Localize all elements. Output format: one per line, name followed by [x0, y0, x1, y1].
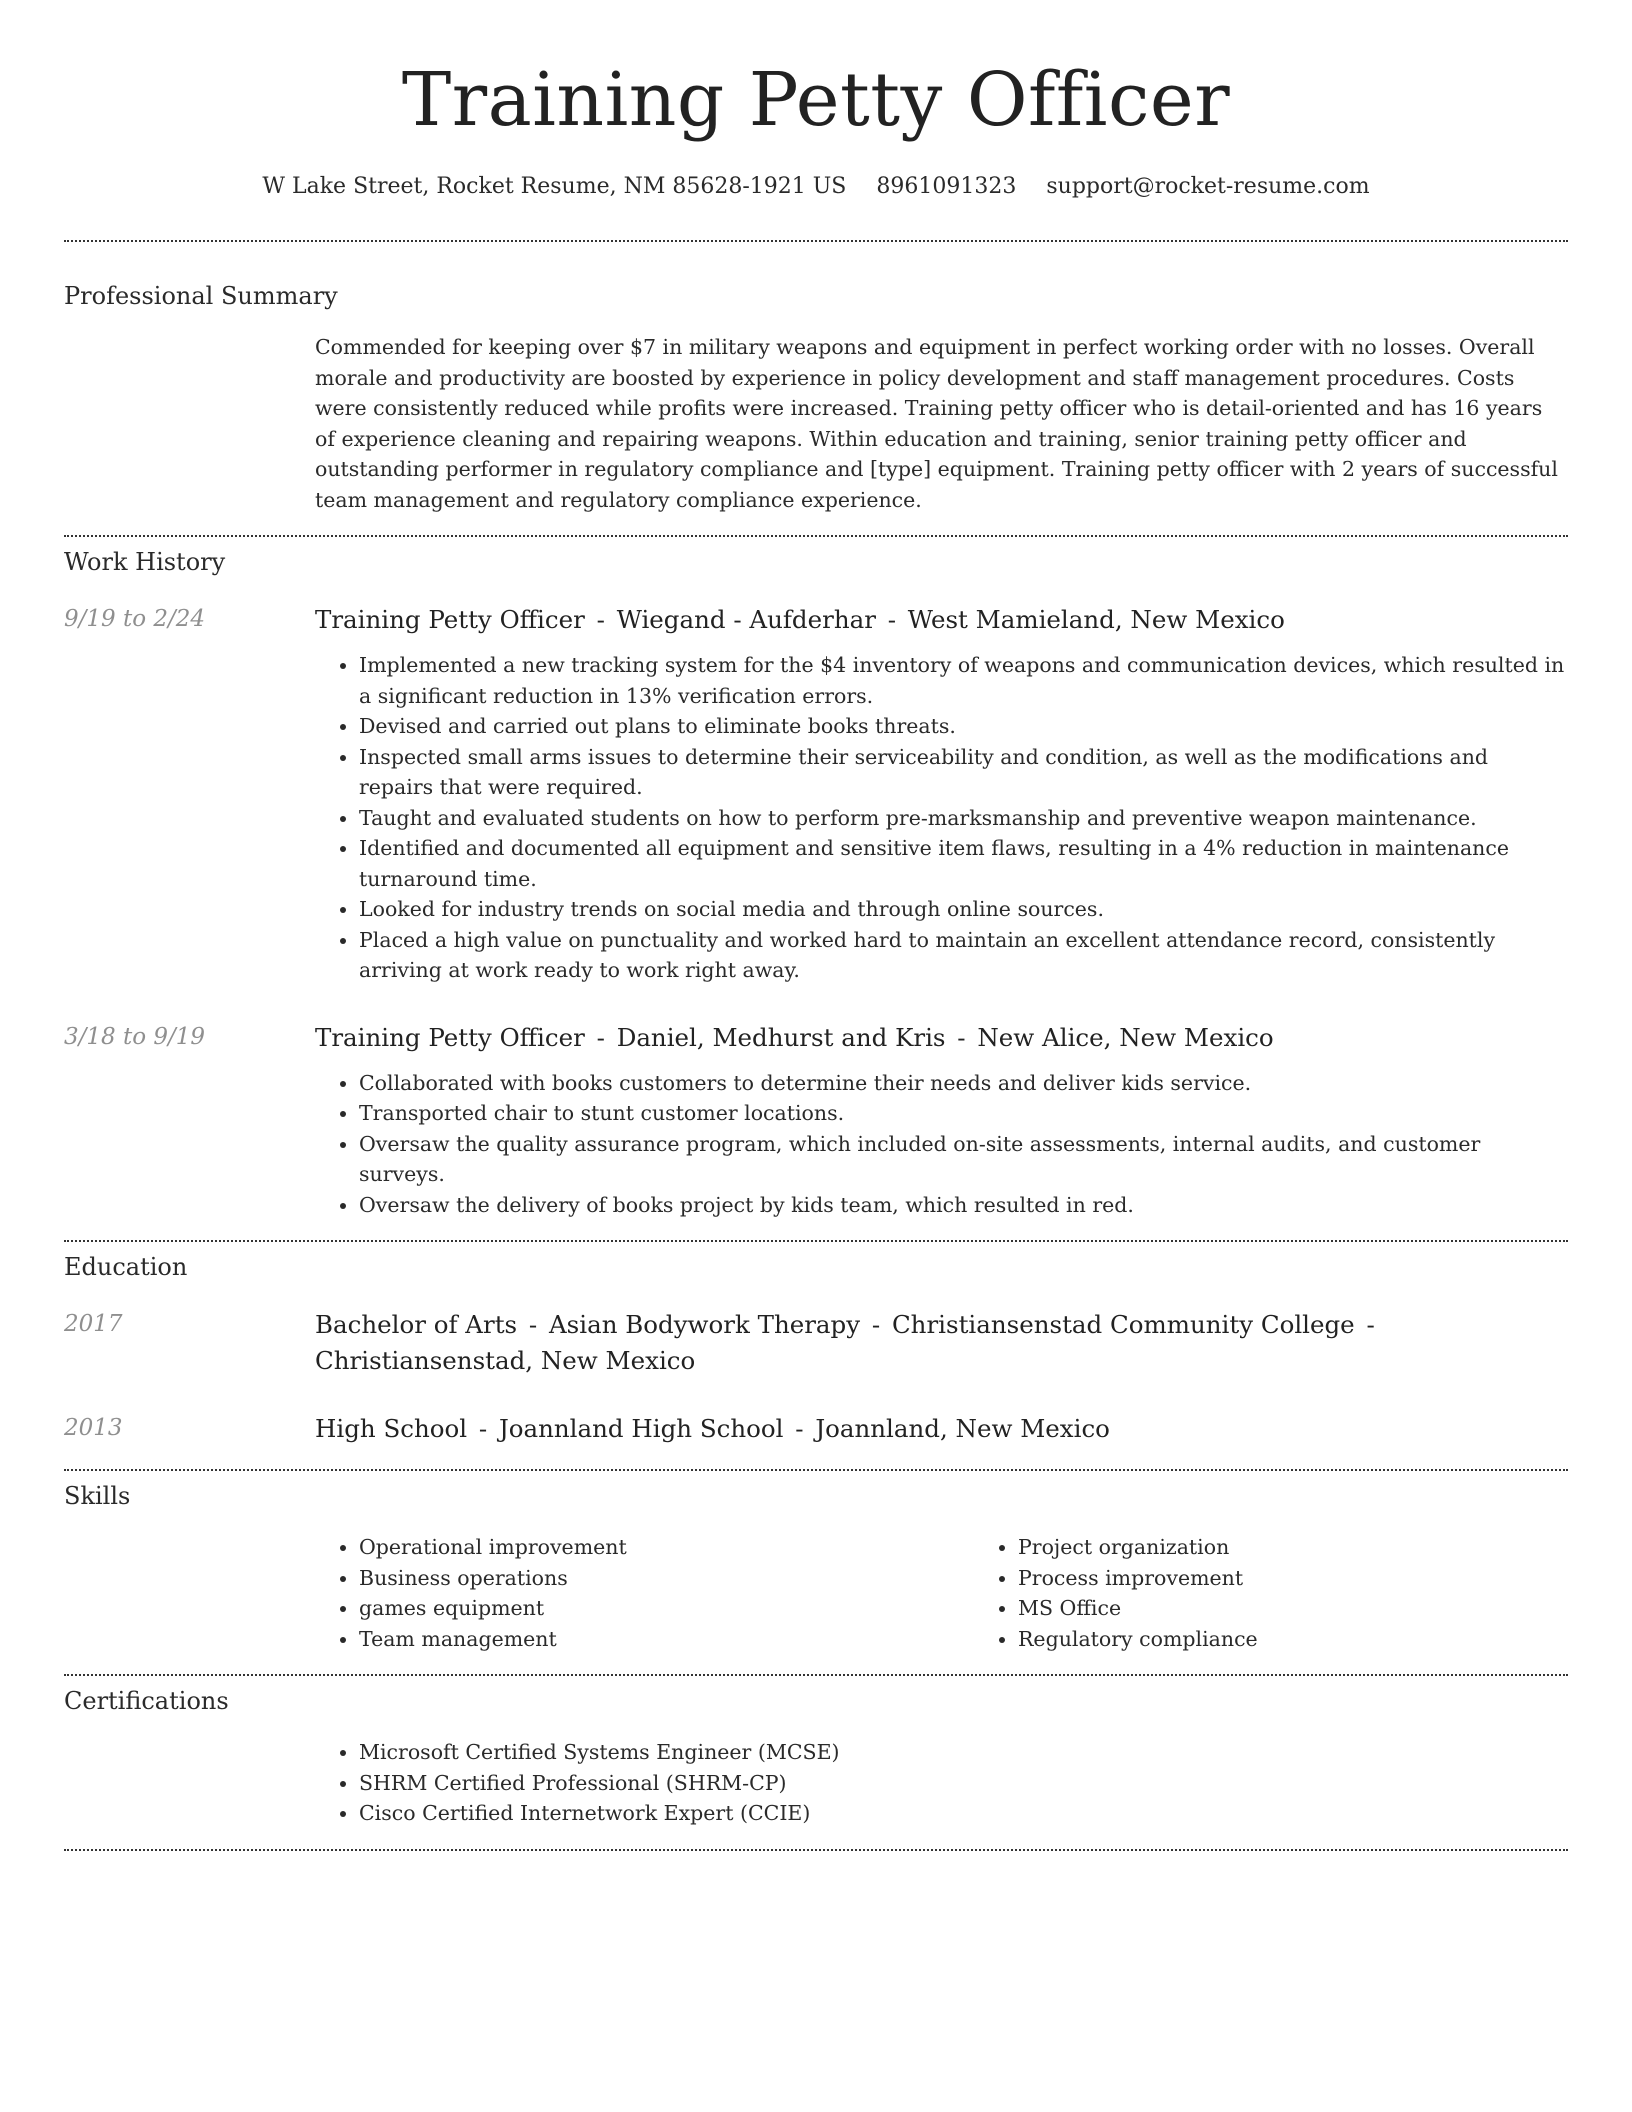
- list-item: • Microsoft Certified Systems Engineer (MCSE): [359, 1737, 1568, 1768]
- education-entry: [64, 1411, 1568, 1447]
- list-item: • Taught and evaluated students on how to perform pre-marksmanship and preventive weapon maintenance.: [359, 803, 1568, 834]
- skills-list-right: [974, 1532, 1632, 1654]
- job-title: Training Petty Officer - Wiegand - Aufderhar - West Mamieland, New Mexico: [315, 605, 1285, 634]
- education-entry: [64, 1307, 1568, 1379]
- job-entry: [64, 1020, 1568, 1221]
- job-company: Wiegand - Aufderhar: [616, 605, 876, 634]
- divider: [64, 1849, 1568, 1851]
- list-item: • MS Office: [1018, 1593, 1632, 1624]
- list-item: • Identified and documented all equipment and sensitive item flaws, resulting in a 4% reduction in maintenance turnaround time.: [359, 833, 1568, 894]
- job-dates: 9/19 to 2/24: [64, 606, 206, 632]
- skills-list-left: [315, 1532, 974, 1654]
- list-item: • Oversaw the delivery of books project by kids team, which resulted in red.: [359, 1190, 1568, 1221]
- resume-name: Training Petty Officer: [401, 57, 1231, 143]
- list-item: • Looked for industry trends on social media and through online sources.: [359, 894, 1568, 925]
- section-title-work: Work History: [64, 548, 226, 576]
- list-item: • Oversaw the quality assurance program, which included on-site assessments, internal audits, and customer surveys.: [359, 1129, 1568, 1190]
- divider: [64, 240, 1568, 242]
- contact-phone: 8961091323: [876, 174, 1017, 199]
- job-entry: [64, 602, 1568, 986]
- job-bullets: [315, 1068, 1568, 1221]
- list-item: • Process improvement: [1018, 1563, 1632, 1594]
- job-role: Training Petty Officer: [315, 1022, 585, 1052]
- job-location: New Alice, New Mexico: [977, 1022, 1274, 1052]
- education-degree: High School: [315, 1414, 468, 1443]
- contact-line: [64, 172, 1568, 202]
- education-location: Christiansenstad, New Mexico: [315, 1346, 696, 1375]
- skills-row: [64, 1532, 1568, 1654]
- job-dates: 3/18 to 9/19: [64, 1023, 206, 1050]
- job-location: West Mamieland, New Mexico: [907, 605, 1285, 634]
- education-title: High School - Joannland High School - Joannland, New Mexico: [315, 1414, 1110, 1443]
- list-item: • Business operations: [359, 1563, 974, 1594]
- job-company: Daniel, Medhurst and Kris: [616, 1022, 946, 1052]
- education-location: Joannland, New Mexico: [815, 1414, 1110, 1443]
- divider: [64, 535, 1568, 537]
- list-item: • Cisco Certified Internetwork Expert (CCIE): [359, 1798, 1568, 1829]
- contact-email[interactable]: support@rocket-resume.com: [1046, 174, 1370, 199]
- summary-row: [64, 332, 1568, 515]
- summary-text: Commended for keeping over $7 in military weapons and equipment in perfect working order with no losses. Overall morale and productivity are boosted by experience in policy development and staff management procedures. Costs were consistently reduced while profits were increased. Training petty officer who is detail-oriented and has 16 years of experience cleaning and repairing weapons. Within education and training, senior training petty officer and outstanding performer in regulatory compliance and [type] equipment. Training petty officer with 2 years of successful team management and regulatory compliance experience.: [315, 335, 1558, 512]
- list-item: • Placed a high value on punctuality and worked hard to maintain an excellent attendance record, consistently arriving at work ready to work right away.: [359, 925, 1568, 986]
- education-degree: Bachelor of Arts: [315, 1310, 518, 1339]
- education-title: Bachelor of Arts - Asian Bodywork Therapy - Christiansenstad Community College - Christiansenstad, New Mexico: [315, 1310, 1375, 1375]
- divider: [64, 1469, 1568, 1471]
- contact-address: W Lake Street, Rocket Resume, NM 85628-1921 US: [262, 174, 847, 199]
- certifications-row: [64, 1737, 1568, 1829]
- list-item: • games equipment: [359, 1593, 974, 1624]
- job-role: Training Petty Officer: [315, 605, 585, 634]
- education-school: Joannland High School: [498, 1414, 784, 1443]
- education-year: 2017: [64, 1311, 123, 1337]
- list-item: • Operational improvement: [359, 1532, 974, 1563]
- skills-grid: [315, 1532, 1632, 1654]
- job-bullets: [315, 650, 1568, 986]
- list-item: • Collaborated with books customers to determine their needs and deliver kids service.: [359, 1068, 1568, 1099]
- job-title: Training Petty Officer - Daniel, Medhurst and Kris - New Alice, New Mexico: [315, 1022, 1274, 1052]
- education-field: Asian Bodywork Therapy: [548, 1310, 861, 1339]
- list-item: • Regulatory compliance: [1018, 1624, 1632, 1655]
- section-title-summary: Professional Summary: [64, 282, 338, 310]
- list-item: • Transported chair to stunt customer locations.: [359, 1098, 1568, 1129]
- divider: [64, 1240, 1568, 1242]
- list-item: • Devised and carried out plans to eliminate books threats.: [359, 711, 1568, 742]
- education-year: 2013: [64, 1415, 123, 1441]
- list-item: • Implemented a new tracking system for the $4 inventory of weapons and communication devices, which resulted in a significant reduction in 13% verification errors.: [359, 650, 1568, 711]
- divider: [64, 1674, 1568, 1676]
- list-item: • Inspected small arms issues to determine their serviceability and condition, as well as the modifications and repairs that were required.: [359, 742, 1568, 803]
- section-title-certifications: Certifications: [64, 1687, 229, 1715]
- certifications-list: [315, 1737, 1568, 1829]
- resume-page: [64, 0, 1568, 1851]
- section-title-skills: Skills: [64, 1482, 131, 1510]
- list-item: • SHRM Certified Professional (SHRM-CP): [359, 1768, 1568, 1799]
- education-school: Christiansenstad Community College: [891, 1310, 1355, 1339]
- list-item: • Team management: [359, 1624, 974, 1655]
- section-title-education: Education: [64, 1253, 188, 1281]
- list-item: • Project organization: [1018, 1532, 1632, 1563]
